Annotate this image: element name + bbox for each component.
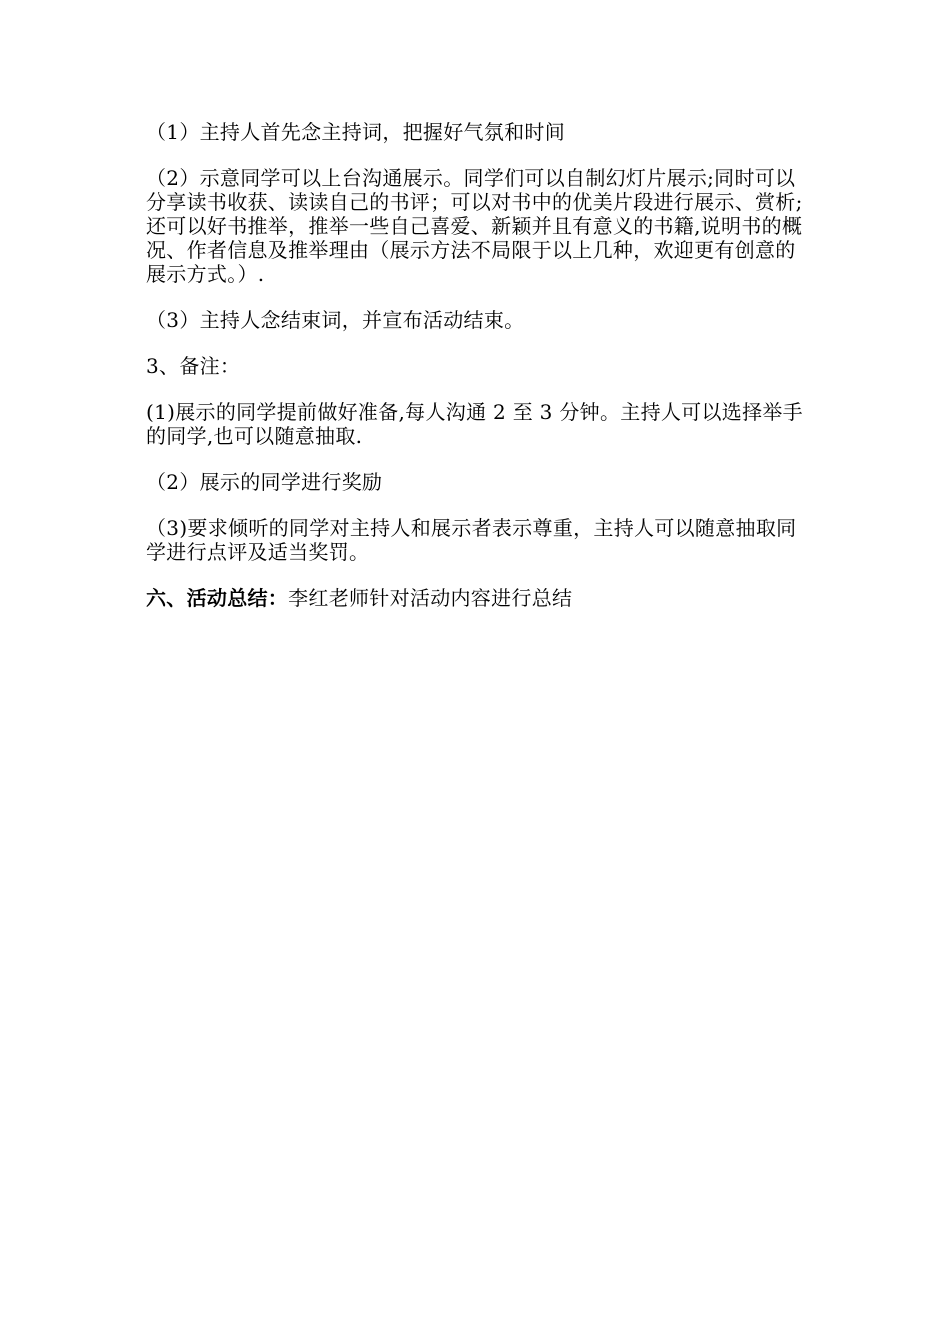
paragraph-student-presentation: （2）示意同学可以上台沟通展示。同学们可以自制幻灯片展示;同时可以分享读书收获、读读自己的书评；可以对书中的优美片段进行展示、赏析;还可以好书推举，推举一些自己喜爱、新颖并且有意义的书籍,说明书的概况、作者信息及推举理由（展示方法不局限于以上几种，欢迎更有创意的展示方式。）.: [146, 166, 803, 286]
activity-summary: [146, 586, 814, 610]
note-reward: （2）展示的同学进行奖励: [146, 470, 383, 494]
paragraph-host-closing: （3）主持人念结束词，并宣布活动结束。: [146, 308, 525, 332]
summary-heading: 六、活动总结：: [146, 586, 289, 610]
note-preparation: (1)展示的同学提前做好准备,每人沟通 2 至 3 分钟。主持人可以选择举手的同学,也可以随意抽取.: [146, 400, 803, 448]
notes-heading: 3、备注：: [146, 354, 241, 378]
paragraph-host-opening: （1）主持人首先念主持词，把握好气氛和时间: [146, 120, 566, 144]
document-page: [146, 120, 814, 632]
summary-text: 李红老师针对活动内容进行总结: [288, 586, 573, 610]
note-respect: （3)要求倾听的同学对主持人和展示者表示尊重，主持人可以随意抽取同学进行点评及适当奖罚。: [146, 516, 797, 564]
